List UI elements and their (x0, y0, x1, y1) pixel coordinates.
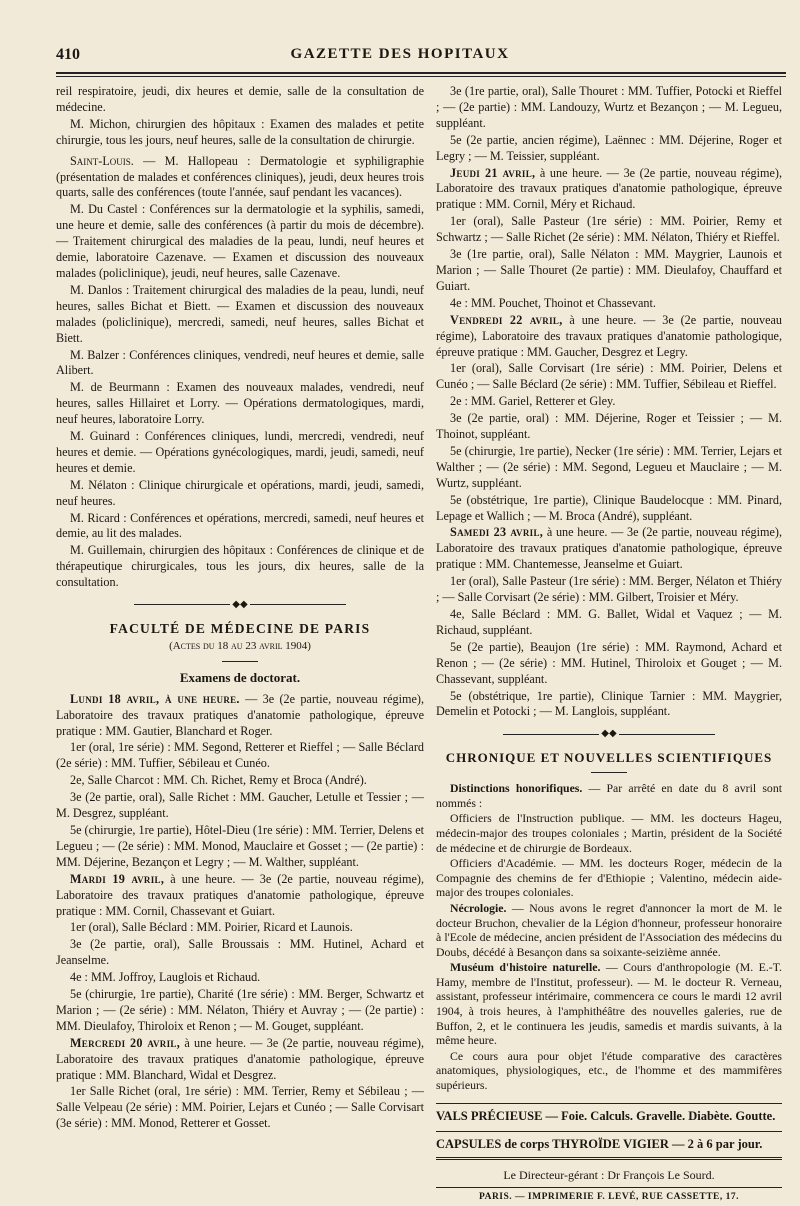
printer-line: PARIS. — IMPRIMERIE F. LEVÉ, RUE CASSETTE, 17. (436, 1187, 782, 1206)
paragraph: 1er Salle Richet (oral, 1re série) : MM. Terrier, Remy et Sébileau ; — Salle Velpeau (2e série) : MM. Poirier, Lejars et Cunéo ; — Salle Corvisart (3e série) : MM. Monod, Retterer et Gosset. (56, 1084, 424, 1131)
day-heading: Lundi 18 avril, à une heure. (70, 691, 240, 706)
paragraph: 4e : MM. Pouchet, Thoinot et Chassevant. (450, 295, 656, 310)
paragraph: M. Nélaton : Clinique chirurgicale et opérations, mardi, jeudi, samedi, neuf heures. (56, 477, 424, 508)
paragraph: M. Ricard : Conférences et opérations, mercredi, samedi, neuf heures et demie, au lit des malades. (56, 510, 424, 541)
paragraph: 2e, Salle Charcot : MM. Ch. Richet, Remy et Broca (André). (70, 773, 367, 788)
paragraph-text: à une heure. — 3e (2e partie, nouveau régime), Laboratoire des travaux pratiques d'anatomie pathologique, épreuve pratique : MM. Chantemesse, Jeanselme et Guiart. (436, 525, 783, 572)
paragraph (436, 901, 782, 959)
item-heading: Distinctions honorifiques. (450, 781, 583, 796)
paragraph: 3e (1re partie, oral), Salle Nélaton : MM. Maygrier, Launois et Marion ; — Salle Thouret (2e partie) : MM. Dieulafoy, Chauffard et Guiart. (436, 247, 782, 293)
paragraph (436, 313, 782, 361)
header-rule (56, 72, 786, 74)
paragraph: 5e (obstétrique, 1re partie), Clinique Baudelocque : MM. Pinard, Lepage et Wallich ; — M. Broca (André), suppléant. (436, 492, 782, 523)
paragraph: 3e (2e partie, oral) : MM. Déjerine, Roger et Teissier ; — M. Thoinot, suppléant. (436, 411, 782, 442)
section-title: CHRONIQUE ET NOUVELLES SCIENTIFIQUES (445, 750, 773, 766)
paragraph-text: à une heure. — 3e (2e partie, nouveau régime), Laboratoire des travaux pratiques d'anatomie pathologique, épreuve pratique : MM. Cornil, Chassevant et Guiart. (56, 871, 424, 918)
paragraph: Officiers d'Académie. — MM. les docteurs Roger, médecin de la Compagnie des chemins de fer d'Ethiopie ; Valentino, médecin aide-major des troupes coloniales. (436, 856, 782, 900)
paragraph-text: — M. Hallopeau : Dermatologie et syphiligraphie (présentation de malades et conférences cliniques), jeudi, deux heures trois quarts, salle des conférences (toute l'année, sauf pendant les vacances). (56, 153, 424, 200)
paragraph: M. Du Castel : Conférences sur la dermatologie et la syphilis, samedi, une heure et demie, salle des conférences (à partir du mois de décembre). — Traitement chirurgical des maladies de la peau, lundi, neuf heures et demie, laboratoire Cazenave. — Examen et discussion des nouveaux malades (policlinique), jeudi, neuf heures, salle Cazenave. (56, 202, 424, 280)
paragraph: 1er (oral), Salle Pasteur (1re série) : MM. Poirier, Remy et Schwartz ; — Salle Richet (2e série) : MM. Nélaton, Thiéry et Rieffel. (436, 214, 782, 245)
day-heading: Jeudi 21 avril, (450, 165, 536, 180)
left-column (56, 84, 424, 1133)
header-rule-thin (56, 76, 786, 77)
paragraph (436, 960, 782, 1048)
divider (591, 772, 627, 773)
section-divider: ◆◆ (56, 597, 424, 613)
paragraph: Officiers de l'Instruction publique. — MM. les docteurs Hageu, médecin-major des troupes coloniales ; Martin, président de la Société de médecine et de chirurgie de Bordeaux. (436, 811, 782, 855)
paragraph (56, 872, 424, 920)
paragraph-text: — Nous avons le regret d'annoncer la mort de M. le docteur Bruchon, chevalier de la Légion d'honneur, professeur honoraire à l'Ecole de médecine, ancien président de l'Association des médecins du Doubs, décédé à Besançon dans sa soixante-seizième année. (436, 900, 782, 959)
paragraph-text: à une heure. — 3e (2e partie, nouveau régime), Laboratoire des travaux pratiques d'anatomie pathologique, épreuve pratique : MM. Blanchard, Widal et Desgrez. (56, 1035, 424, 1082)
advertisement-vals: VALS PRÉCIEUSE — Foie. Calculs. Gravelle. Diabète. Goutte. (436, 1103, 782, 1125)
paragraph (436, 781, 782, 810)
item-heading: Nécrologie. (450, 900, 507, 915)
hospital-name: Saint-Louis. (70, 153, 134, 168)
paragraph: 3e (2e partie, oral), Salle Richet : MM. Gaucher, Letulle et Tessier ; — M. Desgrez, suppléant. (56, 790, 424, 821)
paragraph-text: à une heure. — 3e (2e partie, nouveau régime), Laboratoire des travaux pratiques d'anatomie pathologique, épreuve pratique : MM. Cornil, Méry et Richaud. (436, 165, 782, 212)
day-heading: Mercredi 20 avril, (70, 1035, 181, 1050)
chronicle-block (436, 781, 782, 1092)
paragraph: 1er (oral, 1re série) : MM. Segond, Retterer et Rieffel ; — Salle Béclard (2e série) : MM. Tuffier, Sébileau et Cunéo. (56, 740, 424, 771)
day-heading: Mardi 19 avril, (70, 871, 165, 886)
director-line: Le Directeur-gérant : Dr François Le Sourd. (503, 1168, 715, 1183)
section-title: FACULTÉ DE MÉDECINE DE PARIS (109, 621, 371, 636)
paragraph (436, 166, 782, 214)
running-title: GAZETTE DES HOPITAUX (290, 46, 510, 62)
paragraph: 3e (2e partie, oral), Salle Broussais : MM. Hutinel, Achard et Jeanselme. (56, 937, 424, 968)
day-heading: Vendredi 22 avril, (450, 312, 563, 327)
paragraph: 4e : MM. Joffroy, Lauglois et Richaud. (70, 970, 261, 985)
paragraph (56, 154, 424, 202)
section-subtitle: (Actes du 18 au 23 avril 1904) (169, 639, 311, 652)
paragraph: 5e (chirurgie, 1re partie), Charité (1re série) : MM. Berger, Schwartz et Marion ; — (2e série) : MM. Nélaton, Thiéry et Auvray ; — (2e partie) : MM. Dieulafoy, Thiroloix et Renon ; — M. Gouget, suppléant. (56, 987, 424, 1033)
paragraph: M. Balzer : Conférences cliniques, vendredi, neuf heures et demie, salle Alibert. (56, 347, 424, 378)
paragraph: Ce cours aura pour objet l'étude comparative des caractères anatomiques, physiologiques, etc., de l'homme et des mammifères supérieurs. (436, 1048, 782, 1093)
day-heading: Samedi 23 avril, (450, 525, 544, 540)
paragraph: 1er (oral), Salle Pasteur (1re série) : MM. Berger, Nélaton et Thiéry ; — Salle Corvisart (2e série) : MM. Gilbert, Troisier et Méry. (436, 574, 782, 605)
paragraph-text: — Par arrêté en date du 8 avril sont nommés : (436, 781, 782, 810)
divider (222, 661, 258, 662)
paragraph (56, 1036, 424, 1084)
paragraph: M. Guillemain, chirurgien des hôpitaux : Conférences de clinique et de thérapeutique chirurgicales, tous les jours, dix heures, salle de la consultation. (56, 543, 424, 590)
paragraph: M. Danlos : Traitement chirurgical des maladies de la peau, lundi, neuf heures, salles Bichat et Biett. — Examen et discussion des nouveaux malades (policlinique), mercredi, samedi, neuf heures, salles Bichat et Biett. (56, 282, 424, 345)
right-column (436, 84, 782, 1206)
subsection-title: Examens de doctorat. (179, 669, 301, 685)
paragraph: 1er (oral), Salle Corvisart (1re série) : MM. Poirier, Delens et Cunéo ; — Salle Béclard (2e série) : MM. Tuffier, Sébileau et Rieffel. (436, 361, 782, 392)
paragraph: 5e (chirurgie, 1re partie), Necker (1re série) : MM. Terrier, Lejars et Walther ; — (2e série) : MM. Segond, Legueu et Mauclaire ; — M. Wurtz, suppléant. (436, 443, 782, 490)
paragraph (56, 692, 424, 740)
paragraph: 1er (oral), Salle Béclard : MM. Poirier, Ricard et Launois. (70, 920, 353, 935)
paragraph: reil respiratoire, jeudi, dix heures et demie, salle de la consultation de médecine. (56, 84, 424, 114)
item-heading: Muséum d'histoire naturelle. (450, 960, 601, 975)
section-divider: ◆◆ (436, 726, 782, 742)
paragraph: 5e (2e partie), Beaujon (1re série) : MM. Raymond, Achard et Renon ; — (2e série) : MM. Hutinel, Thiroloix et Gouget ; — M. Chassevant, suppléant. (436, 639, 782, 686)
paragraph-text: — 3e (2e partie, nouveau régime), Laboratoire des travaux pratiques d'anatomie pathologique, épreuve pratique : MM. Gautier, Blanchard et Roger. (56, 691, 424, 738)
paragraph: 3e (1re partie, oral), Salle Thouret : MM. Tuffier, Potocki et Rieffel ; — (2e partie) : MM. Landouzy, Wurtz et Bezançon ; — M. Legueu, suppléant. (436, 84, 782, 130)
paragraph: M. de Beurmann : Examen des nouveaux malades, vendredi, neuf heures, salles Hillairet et Lorry. — Opérations dermatologiques, mardi, neuf heures, laboratoire Lorry. (56, 380, 424, 427)
paragraph: 5e (chirurgie, 1re partie), Hôtel-Dieu (1re série) : MM. Terrier, Delens et Legueu ; — (2e série) : MM. Monod, Mauclaire et Gosset ; — (2e partie) : MM. Déjerine, Bezançon et Legry ; — M. Walther, suppléant. (56, 822, 424, 869)
paragraph-text: — Cours d'anthropologie (M. E.-T. Hamy, membre de l'Institut, professeur). — M. le docteur R. Verneau, assistant, professeur intérimaire, commencera ce cours le mardi 12 avril 1904, à trois heures, à l'amphithéâtre des nouvelles galeries, rue de Buffon, 2, et le continuera les jeudis, samedis et mardis suivants, à la même heure. (436, 960, 782, 1048)
paragraph: M. Michon, chirurgien des hôpitaux : Examen des malades et petite chirurgie, tous les jours, neuf heures, salle de la consultation de chirurgie. (56, 116, 424, 147)
advertisement-capsules: CAPSULES de corps THYROÏDE VIGIER — 2 à 6 par jour. (436, 1131, 782, 1161)
paragraph: M. Guinard : Conférences cliniques, lundi, mercredi, vendredi, neuf heures et demie. — Opérations gynécologiques, mardi, jeudi, samedi, neuf heures et demie. (56, 429, 424, 475)
paragraph: 5e (2e partie, ancien régime), Laënnec : MM. Déjerine, Roger et Legry ; — M. Teissier, suppléant. (436, 132, 782, 163)
paragraph: 2e : MM. Gariel, Retterer et Gley. (450, 394, 616, 409)
page-number: 410 (56, 46, 80, 63)
paragraph-text: à une heure. — 3e (2e partie, nouveau régime), Laboratoire des travaux pratiques d'anatomie pathologique, épreuve pratique : MM. Gaucher, Desgrez et Legry. (436, 312, 782, 359)
paragraph: 4e, Salle Béclard : MM. G. Ballet, Widal et Vaquez ; — M. Richaud, suppléant. (436, 607, 782, 637)
paragraph: 5e (obstétrique, 1re partie), Clinique Tarnier : MM. Maygrier, Demelin et Potocki ; — M. Langlois, suppléant. (436, 688, 782, 719)
paragraph (436, 525, 782, 573)
